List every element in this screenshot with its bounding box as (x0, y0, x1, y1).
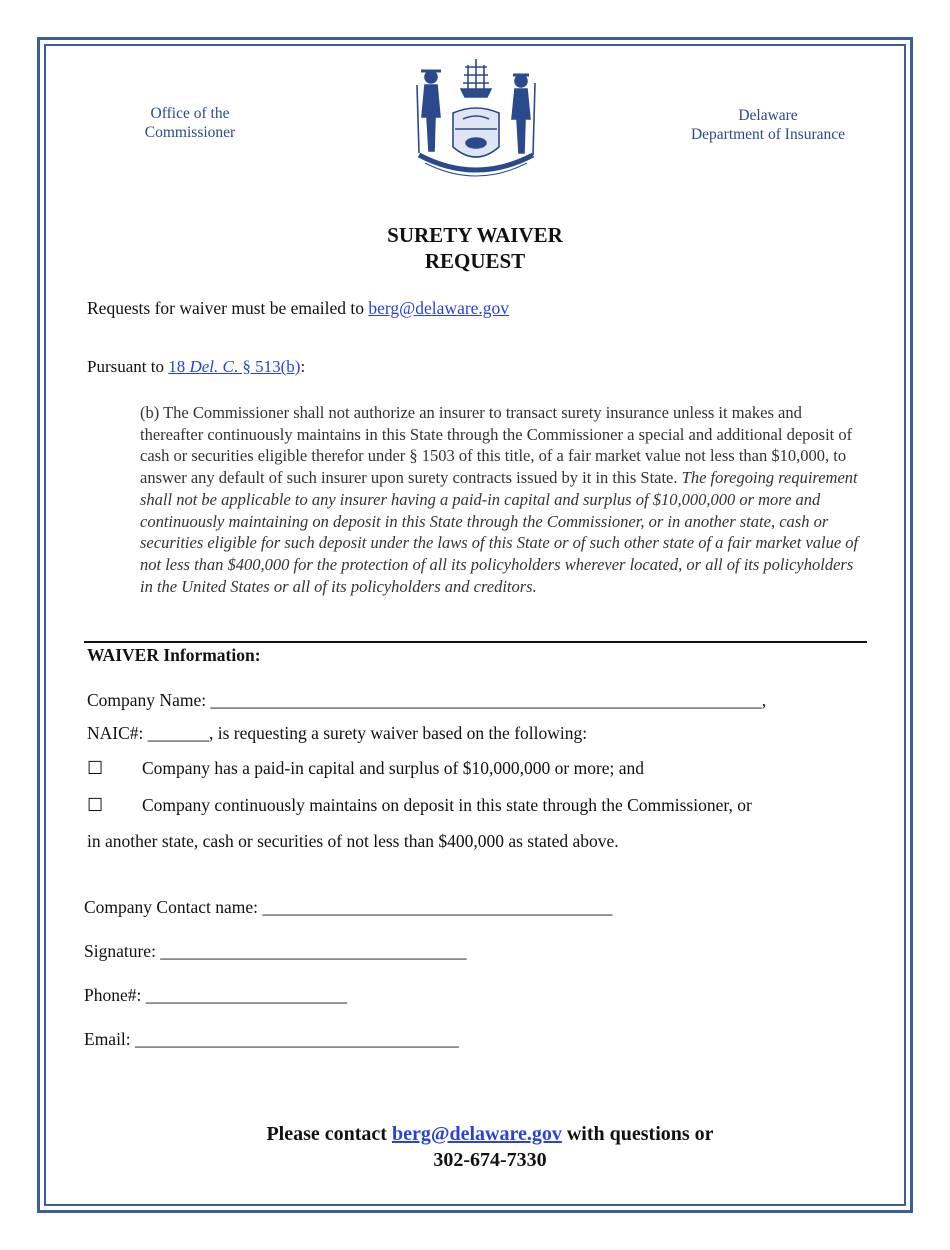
statute-link-section: . § 513(b) (233, 357, 301, 376)
capital-checkbox[interactable]: ☐ (87, 758, 104, 778)
email-field[interactable]: Email: _____________________________________ (84, 1029, 459, 1049)
footer-contact (180, 1121, 800, 1173)
statute-link-number: 18 (168, 357, 190, 376)
header-department-line2: Department of Insurance (690, 126, 846, 143)
footer-line1 (180, 1121, 800, 1147)
email-notice (87, 298, 509, 319)
checkbox-row-deposit (87, 795, 752, 816)
header-department (668, 106, 868, 144)
statute-exemption-text: The foregoing requirement shall not be applicable to any insurer having a paid-in capital and surplus of $10,000,000 or more and continuously maintaining on deposit in this State through the Commissioner, or in another state, cash or securities eligible for such deposit under the laws of this State or of such other state of a fair market value of not less than $400,000 for the protection of all its policyholders wherever located, or all of its policyholders in the United States or all of its policyholders and creditors. (140, 468, 859, 596)
section-divider (84, 641, 867, 643)
footer-prefix: Please contact (266, 1123, 392, 1145)
email-link[interactable]: berg@delaware.gov (368, 298, 510, 318)
title-line1: SURETY WAIVER (387, 223, 563, 247)
footer-email-link[interactable]: berg@delaware.gov (391, 1123, 562, 1145)
footer-phone: 302-674-7330 (433, 1149, 547, 1171)
page-title (300, 222, 650, 274)
signature-field[interactable]: Signature: ___________________________________ (84, 941, 467, 961)
checkbox-row-capital (87, 758, 645, 779)
pursuant-colon: : (300, 357, 306, 376)
phone-field[interactable]: Phone#: _______________________ (84, 985, 347, 1005)
contact-name-field[interactable]: Company Contact name: ________________________________________ (84, 897, 613, 917)
statute-text: (b) The Commissioner shall not authorize an insurer to transact surety insurance unless it makes and thereafter continuously maintains in this State through the Commissioner a special and additional deposit of cash or securities eligible therefor under § 1503 of this title, of a fair market value not less than $10,000, to answer any default of such insurer upon surety contracts issued by it in this State. (140, 403, 853, 488)
waiver-heading: WAIVER Information: (87, 645, 261, 665)
statute-link[interactable] (168, 357, 300, 376)
pursuant-line (87, 357, 305, 377)
naic-field[interactable]: NAIC#: _______, is requesting a surety waiver based on the following: (87, 723, 588, 743)
pursuant-text: Pursuant to (87, 357, 169, 376)
delaware-seal-icon (405, 55, 547, 185)
deposit-checkbox-label: Company continuously maintains on deposit in this state through the Commissioner, or (142, 795, 752, 815)
capital-checkbox-label: Company has a paid-in capital and surplus of $10,000,000 or more; and (142, 758, 645, 778)
deposit-continuation: in another state, cash or securities of not less than $400,000 as stated above. (87, 831, 619, 851)
header-office-line1: Office of the (150, 105, 230, 122)
header-office-line2: Commissioner (144, 124, 236, 141)
statute-quote (140, 402, 865, 597)
header-office (120, 104, 260, 142)
email-notice-text: Requests for waiver must be emailed to (87, 298, 369, 318)
footer-suffix: with questions or (561, 1123, 714, 1145)
header-department-line1: Delaware (738, 107, 798, 124)
deposit-checkbox[interactable]: ☐ (87, 795, 104, 815)
title-line2: REQUEST (424, 249, 526, 273)
statute-link-code: Del. C (189, 357, 234, 376)
company-name-field[interactable]: Company Name: _______________________________________________________________, (87, 690, 767, 710)
